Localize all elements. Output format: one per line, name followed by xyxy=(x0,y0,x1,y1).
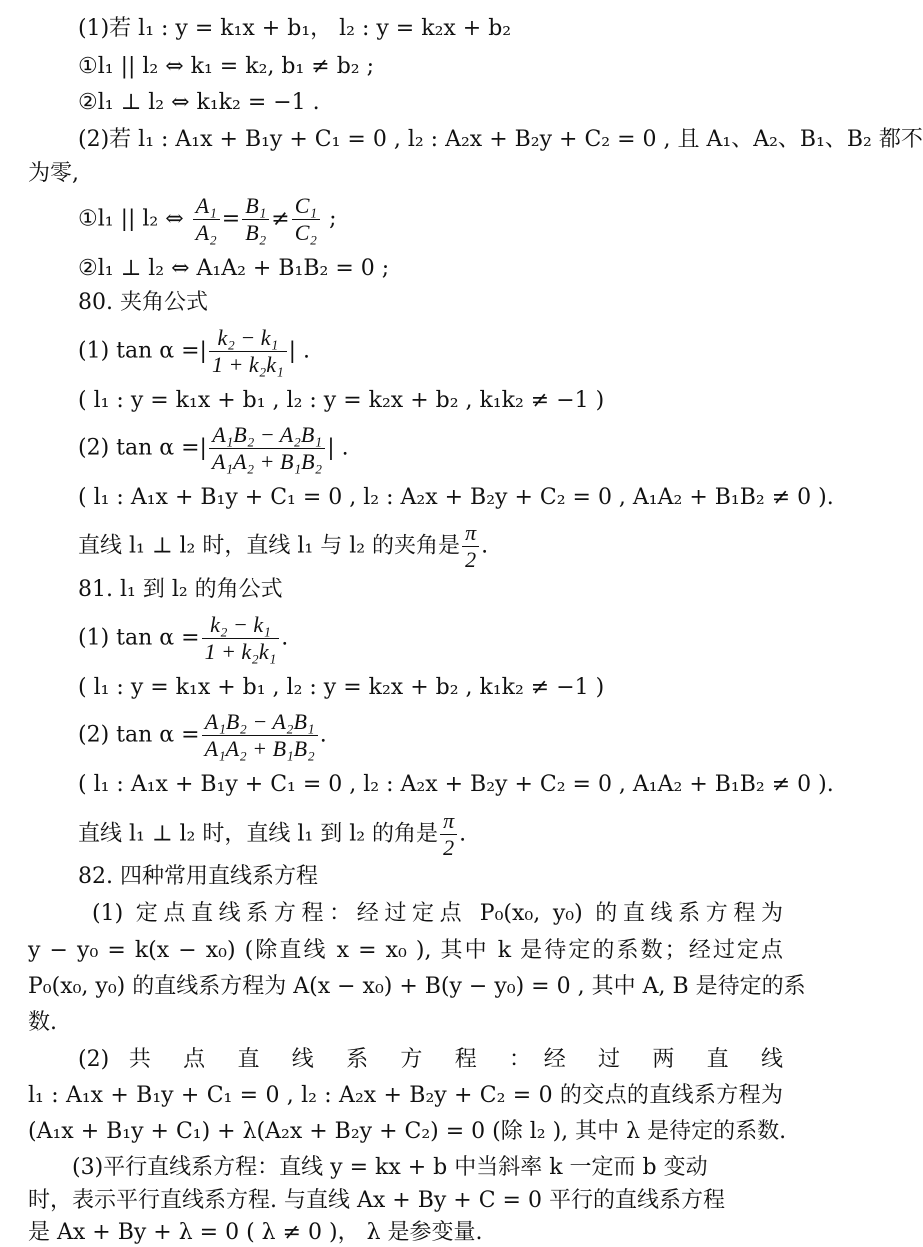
concurrent-family-line-1: (2) 共 点 直 线 系 方 程 ：经 过 两 直 线 xyxy=(78,1047,783,1072)
parallel-condition-general: ①l₁ || l₂ ⇔ $\frac{\text{A₁}}{\text{A₂}}$ = $\frac{\text{B₁}}{\text{B₂}}$ ≠ $\frac{\text{C₁}}{\text{C₂}}$ ; xyxy=(78,193,337,245)
condition-1-intro: (1)若 l₁ : y = k₁x + b₁， l₂ : y = k₂x + b₂ xyxy=(78,16,512,41)
parallel-family-line-1: (3)平行直线系方程：直线 y = kx + b 中当斜率 k 一定而 b 变动 xyxy=(72,1155,708,1180)
angle-formula-general-condition: ( l₁ : A₁x + B₁y + C₁ = 0 , l₂ : A₂x + B₂y + C₂ = 0 , A₁A₂ + B₁B₂ ≠ 0 ). xyxy=(78,485,834,510)
perpendicular-condition-slope: ②l₁ ⊥ l₂ ⇔ k₁k₂ = −1 . xyxy=(78,90,320,115)
directed-angle-perpendicular-note: 直线 l₁ ⊥ l₂ 时，直线 l₁ 到 l₂ 的角是 $\frac{\pi}{2}$ . xyxy=(78,808,467,860)
fraction-pi-over-2: $\frac{\pi}{2}$ xyxy=(440,810,457,859)
directed-angle-formula-general-condition: ( l₁ : A₁x + B₁y + C₁ = 0 , l₂ : A₂x + B₂y + C₂ = 0 , A₁A₂ + B₁B₂ ≠ 0 ). xyxy=(78,772,834,797)
angle-perpendicular-note: 直线 l₁ ⊥ l₂ 时，直线 l₁ 与 l₂ 的夹角是 $\frac{\pi}{2}$ . xyxy=(78,520,489,572)
fraction-general: $\frac{\text{A₁B₂ − A₂B₁}}{\text{A₁A₂ + B₁B₂}}$ xyxy=(202,711,318,760)
angle-formula-slope-condition: ( l₁ : y = k₁x + b₁ , l₂ : y = k₂x + b₂ , k₁k₂ ≠ −1 ) xyxy=(78,388,605,413)
angle-formula-general: (2) tan α =| $\frac{\text{A₁B₂ − A₂B₁}}{\text{A₁A₂ + B₁B₂}}$ | . xyxy=(78,422,349,474)
section-80-title: 80. 夹角公式 xyxy=(78,290,208,315)
directed-angle-formula-general: (2) tan α = $\frac{\text{A₁B₂ − A₂B₁}}{\text{A₁A₂ + B₁B₂}}$ . xyxy=(78,709,327,761)
fixed-point-family-line-3: P₀(x₀, y₀) 的直线系方程为 A(x − x₀) + B(y − y₀) = 0 , 其中 A, B 是待定的系 xyxy=(28,974,806,999)
fixed-point-family-line-4: 数. xyxy=(28,1010,57,1035)
parallel-family-line-3: 是 Ax + By + λ = 0 ( λ ≠ 0 )， λ 是参变量. xyxy=(28,1220,483,1245)
section-82-title: 82. 四种常用直线系方程 xyxy=(78,864,318,889)
parallel-condition-slope: ①l₁ || l₂ ⇔ k₁ = k₂, b₁ ≠ b₂ ; xyxy=(78,54,375,79)
fraction-b1-b2: $\frac{\text{B₁}}{\text{B₂}}$ xyxy=(242,195,269,244)
directed-angle-formula-slope-condition: ( l₁ : y = k₁x + b₁ , l₂ : y = k₂x + b₂ , k₁k₂ ≠ −1 ) xyxy=(78,675,605,700)
fraction-general: $\frac{\text{A₁B₂ − A₂B₁}}{\text{A₁A₂ + B₁B₂}}$ xyxy=(209,424,325,473)
fraction-c1-c2: $\frac{\text{C₁}}{\text{C₂}}$ xyxy=(292,195,320,244)
fraction-pi-over-2: $\frac{\pi}{2}$ xyxy=(462,522,479,571)
concurrent-family-line-3: (A₁x + B₁y + C₁) + λ(A₂x + B₂y + C₂) = 0 (除 l₂ ), 其中 λ 是待定的系数. xyxy=(28,1119,787,1144)
section-81-title: 81. l₁ 到 l₂ 的角公式 xyxy=(78,577,283,602)
fixed-point-family-line-1: (1) 定点直线系方程：经过定点 P₀(x₀, y₀) 的直线系方程为 xyxy=(92,901,783,926)
directed-angle-formula-slope: (1) tan α = $\frac{\text{k₂ − k₁}}{\text{1 + k₂k₁}}$ . xyxy=(78,612,289,664)
concurrent-family-line-2: l₁ : A₁x + B₁y + C₁ = 0 , l₂ : A₂x + B₂y + C₂ = 0 的交点的直线系方程为 xyxy=(28,1083,783,1108)
fraction-a1-a2: $\frac{\text{A₁}}{\text{A₂}}$ xyxy=(193,195,220,244)
condition-2-intro-continued: 为零, xyxy=(28,161,79,186)
fraction-slope: $\frac{\text{k₂ − k₁}}{\text{1 + k₂k₁}}$ xyxy=(202,614,280,663)
perpendicular-condition-general: ②l₁ ⊥ l₂ ⇔ A₁A₂ + B₁B₂ = 0 ; xyxy=(78,256,390,281)
angle-formula-slope: (1) tan α =| $\frac{\text{k₂ − k₁}}{\text{1 + k₂k₁}}$ | . xyxy=(78,325,311,377)
fraction-slope: $\frac{\text{k₂ − k₁}}{\text{1 + k₂k₁}}$ xyxy=(209,327,287,376)
parallel-family-line-2: 时，表示平行直线系方程. 与直线 Ax + By + C = 0 平行的直线系方程 xyxy=(28,1188,725,1213)
condition-2-intro: (2)若 l₁ : A₁x + B₁y + C₁ = 0 , l₂ : A₂x + B₂y + C₂ = 0 , 且 A₁、A₂、B₁、B₂ 都不 xyxy=(78,127,923,152)
fixed-point-family-line-2: y − y₀ = k(x − x₀) (除直线 x = x₀ ), 其中 k 是待定的系数；经过定点 xyxy=(28,938,783,963)
